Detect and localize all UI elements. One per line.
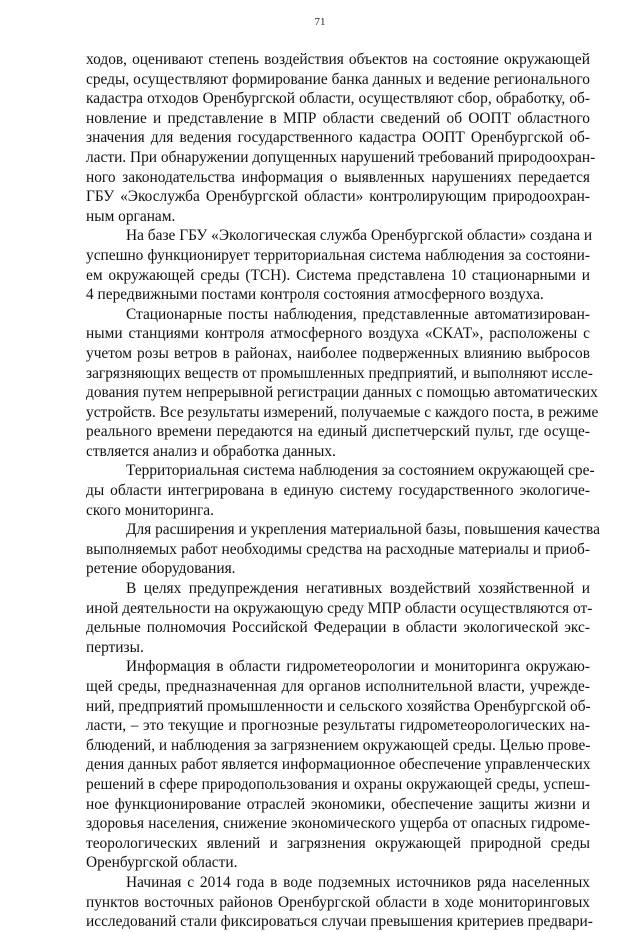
paragraph bbox=[86, 579, 593, 657]
text-line: ного законодательства информация о выявленных нарушениях передается bbox=[86, 168, 590, 186]
text-line: здоровья населения, снижение экономического ущерба от опасных гидроме- bbox=[86, 815, 590, 833]
text-line: Начиная с 2014 года в воде подземных источников ряда населенных bbox=[126, 873, 590, 891]
text-line: 4 передвижными постами контроля состояния атмосферного воздуха. bbox=[86, 286, 544, 304]
text-line: дования путем непрерывной регистрации данных с помощью автоматических bbox=[86, 384, 598, 402]
paragraph bbox=[86, 461, 595, 520]
text-line: дельные полномочия Российской Федерации в области экологической экс- bbox=[86, 619, 590, 637]
text-line: значения для ведения государственного кадастра ООПТ Оренбургской об- bbox=[86, 129, 590, 147]
document-body bbox=[86, 50, 600, 932]
text-line: устройств. Все результаты измерений, получаемые с каждого поста, в режиме bbox=[86, 403, 599, 421]
paragraph bbox=[86, 305, 599, 462]
text-line: пунктов восточных районов Оренбургской области в ходе мониторинговых bbox=[86, 893, 590, 911]
text-line: ходов, оценивают степень воздействия объектов на состояние окружающей bbox=[86, 51, 590, 68]
paragraph bbox=[86, 520, 600, 579]
text-line: На базе ГБУ «Экологическая служба Оренбургской области» создана и bbox=[126, 227, 593, 245]
text-line: ем окружающей среды (ТСН). Система представлена 10 стационарными и bbox=[86, 266, 590, 284]
text-line: Оренбургской области. bbox=[86, 854, 238, 872]
paragraph bbox=[86, 226, 593, 304]
text-line: ний, предприятий промышленности и сельского хозяйства Оренбургской об- bbox=[86, 697, 591, 715]
text-line: теорологических явлений и загрязнения окружающей природной среды bbox=[86, 834, 590, 852]
text-line: кадастра отходов Оренбургской области, осуществляют сбор, обработку, об- bbox=[86, 90, 590, 108]
text-line: Стационарные посты наблюдения, представленные автоматизирован- bbox=[126, 305, 590, 323]
paragraph bbox=[86, 657, 590, 873]
text-line: исследований стали фиксироваться случаи превышения критериев предвари- bbox=[86, 913, 593, 931]
text-line: новление и представление в МПР области сведений об ООПТ областного bbox=[86, 109, 590, 127]
text-line: ным органам. bbox=[86, 207, 176, 225]
page-number: 71 bbox=[314, 16, 326, 28]
text-line: ное функционирование отраслей экономики, обеспечение защиты жизни и bbox=[86, 795, 590, 813]
text-line: Для расширения и укрепления материальной базы, повышения качества bbox=[126, 521, 600, 539]
text-line: ласти. При обнаружении допущенных нарушений требований природоохран- bbox=[86, 148, 596, 166]
text-line: успешно функционирует территориальная система наблюдения за состояни- bbox=[86, 246, 590, 264]
text-line: Территориальная система наблюдения за состоянием окружающей сре- bbox=[126, 462, 595, 480]
text-line: ными станциями контроля атмосферного воздуха «СКАТ», расположены с bbox=[86, 325, 590, 343]
text-line: учетом розы ветров в районах, наиболее подверженных влиянию выбросов bbox=[86, 344, 590, 362]
text-line: ского мониторинга. bbox=[86, 501, 214, 519]
text-line: ГБУ «Экослужба Оренбургской области» контролирующим природоохран- bbox=[86, 188, 590, 206]
text-line: загрязняющих веществ от промышленных предприятий, и выполняют иссле- bbox=[86, 364, 593, 382]
text-line: пертизы. bbox=[86, 638, 144, 656]
text-line: ды области интегрирована в единую систему государственного экологиче- bbox=[86, 482, 590, 500]
text-line: иной деятельности на окружающую среду МПР области осуществляются от- bbox=[86, 599, 593, 617]
paragraph bbox=[86, 50, 596, 226]
text-line: ретение оборудования. bbox=[86, 560, 236, 578]
text-line: дения данных работ является информационное обеспечение управленческих bbox=[86, 756, 591, 774]
text-line: Информация в области гидрометеорологии и мониторинга окружаю- bbox=[126, 658, 590, 676]
text-line: выполняемых работ необходимы средства на расходные материалы и приоб- bbox=[86, 540, 590, 558]
text-line: решений в сфере природопользования и охраны окружающей среды, успеш- bbox=[86, 775, 590, 793]
text-line: В целях предупреждения негативных воздействий хозяйственной и bbox=[126, 580, 590, 598]
text-line: ствляется анализ и обработка данных. bbox=[86, 442, 336, 460]
text-line: среды, осуществляют формирование банка данных и ведение регионального bbox=[86, 70, 590, 88]
paragraph bbox=[86, 873, 593, 932]
text-line: блюдений, и наблюдения за загрязнением окружающей среды. Целью прове- bbox=[86, 736, 591, 754]
text-line: щей среды, предназначенная для органов исполнительной власти, учрежде- bbox=[86, 678, 590, 695]
text-line: ласти, – это текущие и прогнозные результаты гидрометеорологических на- bbox=[86, 717, 590, 735]
text-line: реального времени передаются на единый диспетчерский пульт, где осуще- bbox=[86, 423, 590, 441]
